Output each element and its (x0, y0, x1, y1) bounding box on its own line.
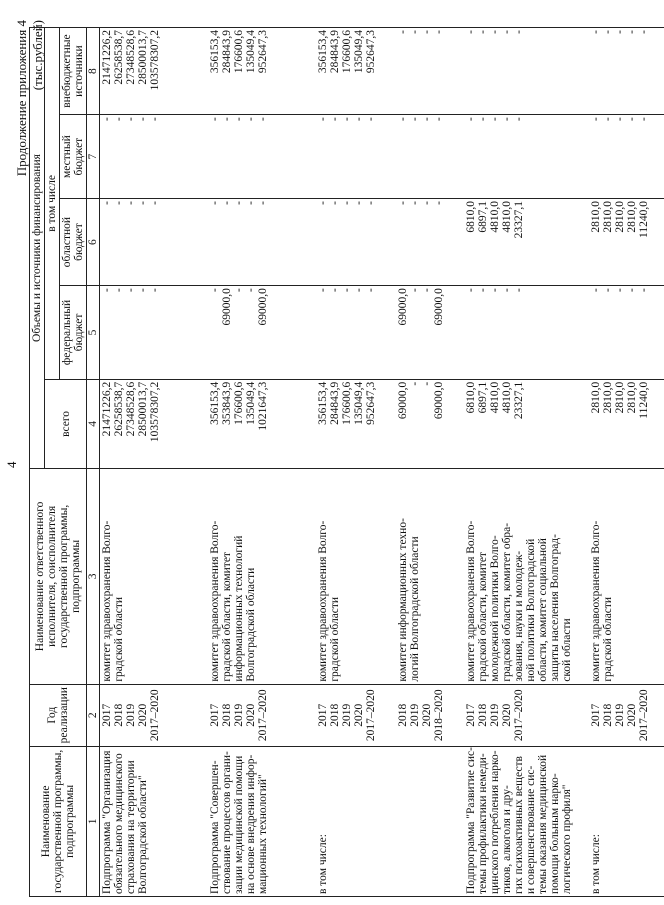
program-name-cell: в том числе: (316, 746, 396, 896)
federal-cell: - - - - - (100, 286, 208, 380)
total-cell: 21471226,2 26258538,7 27348528,6 28500013,7 103578307,2 (100, 379, 208, 468)
header-including: в том числе (45, 28, 60, 380)
regional-cell: 6810,0 6897,1 4810,0 4810,0 23327,1 (464, 199, 589, 286)
header-year: Год реализации (30, 684, 87, 746)
executor-cell: комитет здравоохранения Волго- градской области, комитет молодежной политики Волго- градской области, комитет обра- зования, науки и молодеж- ной политики Волгоградской области, комитет социальной защиты населения Волгоград- ской области (464, 469, 589, 685)
total-cell: 2810,0 2810,0 2810,0 2810,0 11240,0 (589, 379, 664, 468)
federal-cell: - - - - - (316, 286, 396, 380)
regional-cell: - - - - - (100, 199, 208, 286)
col-number: 2 (87, 684, 100, 746)
extra-cell: 21471226,2 26258538,7 27348528,6 28500013,7 103578307,2 (100, 28, 208, 115)
header-program-name: Наименование государственной программы, подпрограммы (30, 746, 87, 896)
col-number: 5 (87, 286, 100, 380)
executor-cell: комитет здравоохранения Волго- градской области (589, 469, 664, 685)
total-cell: 69000,0 - - 69000,0 (396, 379, 464, 468)
col-number: 4 (87, 379, 100, 468)
year-cell: 2017 2018 2019 2020 2017–2020 (464, 684, 589, 746)
federal-cell: - 69000,0 - - 69000,0 (208, 286, 316, 380)
extra-cell: - - - - - (464, 28, 589, 115)
header-funding-group: Объемы и источники финансирования (30, 28, 45, 469)
page-number: 4 (4, 461, 19, 468)
federal-cell: - - - - - (464, 286, 589, 380)
financing-table (29, 27, 664, 897)
column-number-row (87, 28, 100, 897)
header-regional: областной бюджет (60, 199, 87, 286)
local-cell: - - - - - (589, 115, 664, 199)
local-cell: - - - - - (100, 115, 208, 199)
table-row (589, 28, 664, 897)
extra-cell: 356153,4 284843,9 176600,6 135049,4 952647,3 (316, 28, 396, 115)
local-cell: - - - - (396, 115, 464, 199)
regional-cell: 2810,0 2810,0 2810,0 2810,0 11240,0 (589, 199, 664, 286)
year-cell: 2018 2019 2020 2018–2020 (396, 684, 464, 746)
header-executor: Наименование ответственного исполнителя, соисполнителя государственной программы, подпрограммы (30, 469, 87, 685)
table-row (316, 28, 396, 897)
program-name-cell: в том числе: (589, 746, 664, 896)
header-total: всего (45, 379, 87, 468)
year-cell: 2017 2018 2019 2020 2017–2020 (100, 684, 208, 746)
program-name-cell: Подпрограмма "Развитие сис- темы профилактики немеди- цинского потребления нарко- тиков, алкоголя и дру- гих психоактивных веществ и совершенствование сис- темы оказания медицинской помощи больным нарко- логического профиля" (464, 746, 589, 896)
local-cell: - - - - - (208, 115, 316, 199)
extra-cell: - - - - (396, 28, 464, 115)
executor-cell: комитет здравоохранения Волго- градской области (100, 469, 208, 685)
federal-cell: - - - - - (589, 286, 664, 380)
local-cell: - - - - - (316, 115, 396, 199)
extra-cell: - - - - - (589, 28, 664, 115)
regional-cell: - - - - - (316, 199, 396, 286)
col-number: 8 (87, 28, 100, 115)
year-cell: 2017 2018 2019 2020 2017–2020 (208, 684, 316, 746)
total-cell: 356153,4 353843,9 176600,6 135049,4 1021647,3 (208, 379, 316, 468)
col-number: 3 (87, 469, 100, 685)
header-extra: внебюджетные источники (60, 28, 87, 115)
program-name-cell: Подпрограмма "Совершен- ствование процессов органи- зации медицинской помощи на основе внедрения инфор- мационных технологий" (208, 746, 316, 896)
col-number: 6 (87, 199, 100, 286)
executor-cell: комитет здравоохранения Волго- градской области (316, 469, 396, 685)
program-name-cell (396, 746, 464, 896)
year-cell: 2017 2018 2019 2020 2017–2020 (589, 684, 664, 746)
regional-cell: - - - - (396, 199, 464, 286)
extra-cell: 356153,4 284843,9 176600,6 135049,4 952647,3 (208, 28, 316, 115)
total-cell: 6810,0 6897,1 4810,0 4810,0 23327,1 (464, 379, 589, 468)
table-row (396, 28, 464, 897)
col-number: 7 (87, 115, 100, 199)
federal-cell: 69000,0 - - 69000,0 (396, 286, 464, 380)
program-name-cell: Подпрограмма "Организация обязательного медицинского страхования на территории Волгоградской области" (100, 746, 208, 896)
table-row (464, 28, 589, 897)
col-number: 1 (87, 746, 100, 896)
executor-cell: комитет информационных техно- логий Волгоградской области (396, 469, 464, 685)
header-local: местный бюджет (60, 115, 87, 199)
regional-cell: - - - - - (208, 199, 316, 286)
table-row (100, 28, 208, 897)
header-federal: федеральный бюджет (60, 286, 87, 380)
total-cell: 356153,4 284843,9 176600,6 135049,4 952647,3 (316, 379, 396, 468)
local-cell: - - - - - (464, 115, 589, 199)
table-row (208, 28, 316, 897)
units-note: (тыс.рублей) (30, 20, 45, 91)
executor-cell: комитет здравоохранения Волго- градской области, комитет информационных технологий Волгоградской области (208, 469, 316, 685)
year-cell: 2017 2018 2019 2020 2017–2020 (316, 684, 396, 746)
continuation-title: Продолжение приложения 4 (14, 20, 29, 177)
